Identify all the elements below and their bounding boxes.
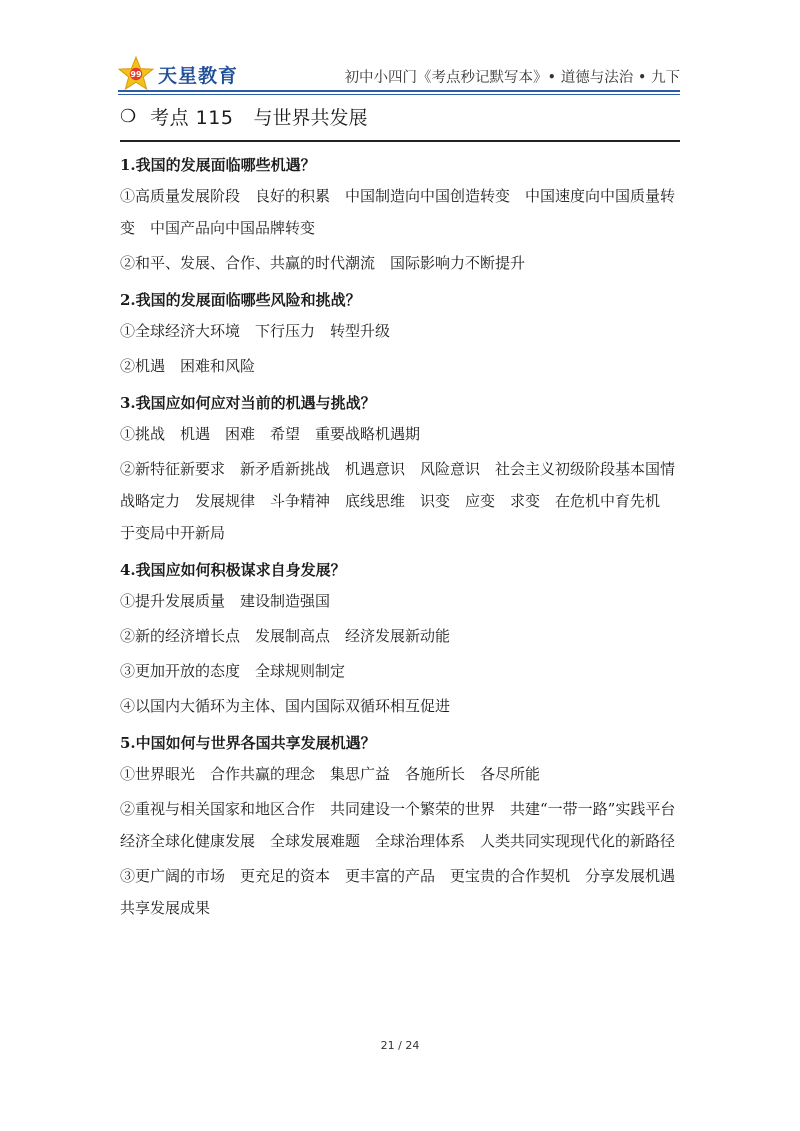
question-3: 3.我国应如何应对当前的机遇与挑战？ (120, 394, 376, 412)
header-divider (118, 90, 680, 92)
answer-5-3: ③更广阔的市场 更充足的资本 更丰富的产品 更宝贵的合作契机 分享发展机遇 共享发展成果 (120, 867, 691, 917)
qa-content (120, 148, 691, 924)
answer-1-1: ①高质量发展阶段 良好的积累 中国制造向中国创造转变 中国速度向中国质量转变 中国产品向中国品牌转变 (120, 187, 676, 237)
answer-3-2: ②新特征新要求 新矛盾新挑战 机遇意识 风险意识 社会主义初级阶段基本国情 战略定力 发展规律 斗争精神 底线思维 识变 应变 求变 在危机中育先机 于变局中开新局 (120, 460, 691, 542)
topic-divider (120, 140, 680, 142)
question-4: 4.我国应如何积极谋求自身发展？ (120, 561, 346, 579)
page-number: 21 / 24 (380, 1039, 420, 1052)
question-1: 1.我国的发展面临哪些机遇？ (120, 156, 316, 174)
brand-name: 天星教育 (158, 64, 239, 87)
star-logo-icon (118, 56, 154, 92)
topic-number: 考点 115 (150, 106, 234, 129)
answer-1-2: ②和平、发展、合作、共赢的时代潮流 国际影响力不断提升 (120, 254, 526, 272)
answer-3-1: ①挑战 机遇 困难 希望 重要战略机遇期 (120, 425, 421, 443)
question-5: 5.中国如何与世界各国共享发展机遇？ (120, 734, 376, 752)
topic-heading (120, 96, 680, 136)
answer-2-1: ①全球经济大环境 下行压力 转型升级 (120, 322, 391, 340)
page-header (118, 52, 680, 96)
logo-badge-text: 99 (130, 70, 142, 79)
answer-4-3: ③更加开放的态度 全球规则制定 (120, 662, 346, 680)
brand-logo (118, 56, 238, 92)
topic-title: 与世界共发展 (253, 106, 368, 129)
answer-2-2: ②机遇 困难和风险 (120, 357, 256, 375)
answer-5-1: ①世界眼光 合作共赢的理念 集思广益 各施所长 各尽所能 (120, 765, 541, 783)
circle-bullet-icon: ❍ (120, 105, 137, 127)
document-title: 初中小四门《考点秒记默写本》• 道德与法治 • 九下 (344, 70, 680, 86)
answer-4-4: ④以国内大循环为主体、国内国际双循环相互促进 (120, 697, 451, 715)
header-divider-thin (118, 94, 680, 95)
answer-4-2: ②新的经济增长点 发展制高点 经济发展新动能 (120, 627, 451, 645)
answer-4-1: ①提升发展质量 建设制造强国 (120, 592, 331, 610)
answer-5-2: ②重视与相关国家和地区合作 共同建设一个繁荣的世界 共建“一带一路”实践平台 经济全球化健康发展 全球发展难题 全球治理体系 人类共同实现现代化的新路径 (120, 800, 691, 850)
question-2: 2.我国的发展面临哪些风险和挑战？ (120, 291, 361, 309)
